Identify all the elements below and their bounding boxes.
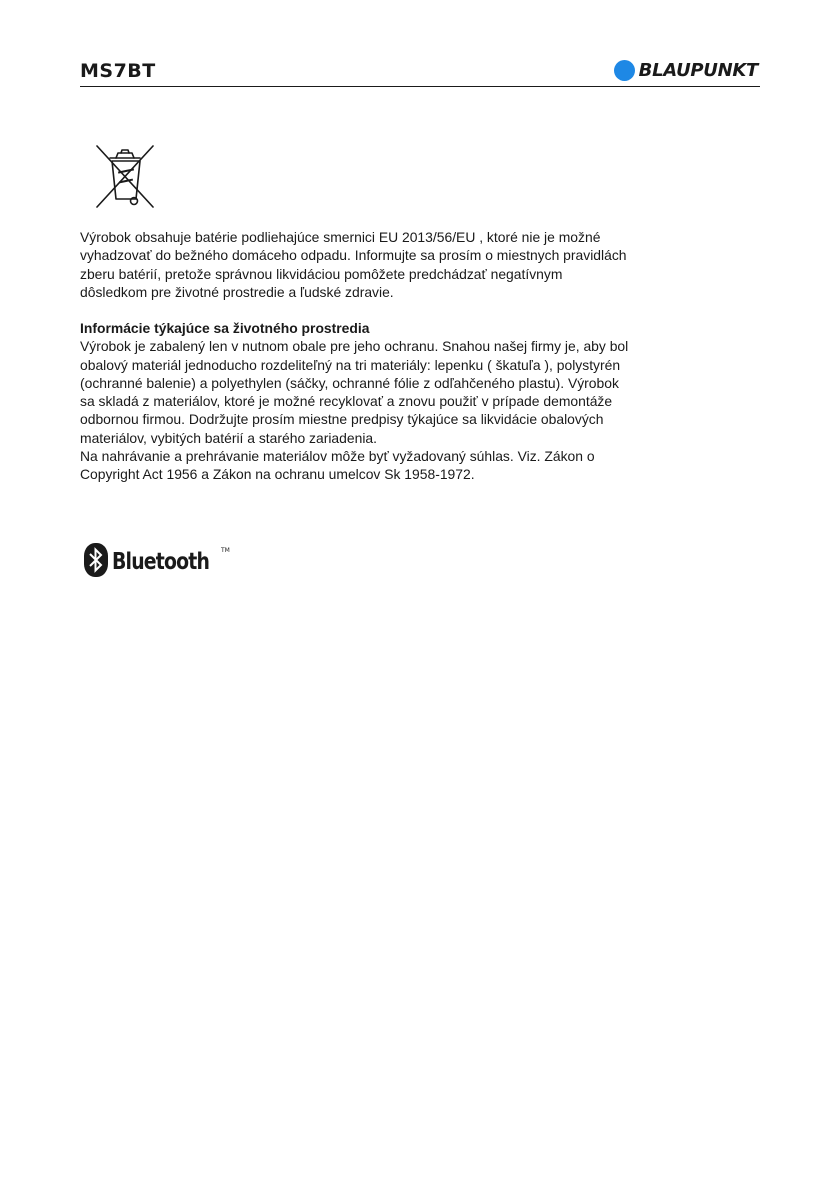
battery-notice-line: vyhadzovať do bežného domáceho odpadu. Informujte sa prosím o miestnych pravidlách: [80, 247, 627, 264]
environment-line: materiálov, vybitých batérií a starého zariadenia.: [80, 429, 377, 446]
crossed-out-wheelie-bin-icon: [94, 143, 156, 211]
header-divider: [80, 86, 760, 87]
brand-name: BLAUPUNKT: [638, 59, 758, 81]
battery-notice-line: Výrobok obsahuje batérie podliehajúce smernici EU 2013/56/EU , ktoré nie je možné: [80, 229, 601, 245]
brand-logo: [614, 59, 758, 81]
environment-section: [80, 319, 720, 484]
environment-line: Copyright Act 1956 a Zákon na ochranu umelcov Sk 1958-1972.: [80, 466, 475, 483]
page-header: [80, 56, 760, 86]
brand-dot-icon: [614, 60, 635, 81]
bluetooth-logo: [84, 543, 230, 577]
battery-notice-line: dôsledkom pre životné prostredie a ľudské zdravie.: [80, 283, 394, 300]
environment-line: sa skladá z materiálov, ktoré je možné recyklovať a znovu použiť v prípade demontáže: [80, 393, 613, 410]
environment-line: Výrobok je zabalený len v nutnom obale pre jeho ochranu. Snahou našej firmy je, aby bol: [80, 338, 629, 355]
environment-line: (ochranné balenie) a polyethylen (sáčky, ochranné fólie z odľahčeného plastu). Výrobok: [80, 374, 619, 391]
bluetooth-logo-icon: [84, 543, 108, 577]
environment-heading: Informácie týkajúce sa životného prostredia: [80, 320, 370, 336]
environment-line: odbornou firmou. Dodržujte prosím miestne predpisy týkajúce sa likvidácie obalových: [80, 411, 604, 428]
environment-line: obalový materiál jednoducho rozdeliteľný na tri materiály: lepenku ( škatuľa ), polystyrén: [80, 356, 621, 373]
model-name: MS7BT: [80, 60, 156, 82]
bluetooth-wordmark: Bluetooth: [112, 549, 210, 575]
battery-notice-line: zberu batérií, pretože správnou likvidáciou pomôžete predchádzať negatívnym: [80, 265, 563, 282]
battery-notice: [80, 228, 720, 301]
trademark-mark: TM: [221, 547, 230, 554]
environment-line: Na nahrávanie a prehrávanie materiálov môže byť vyžadovaný súhlas. Viz. Zákon o: [80, 448, 595, 465]
